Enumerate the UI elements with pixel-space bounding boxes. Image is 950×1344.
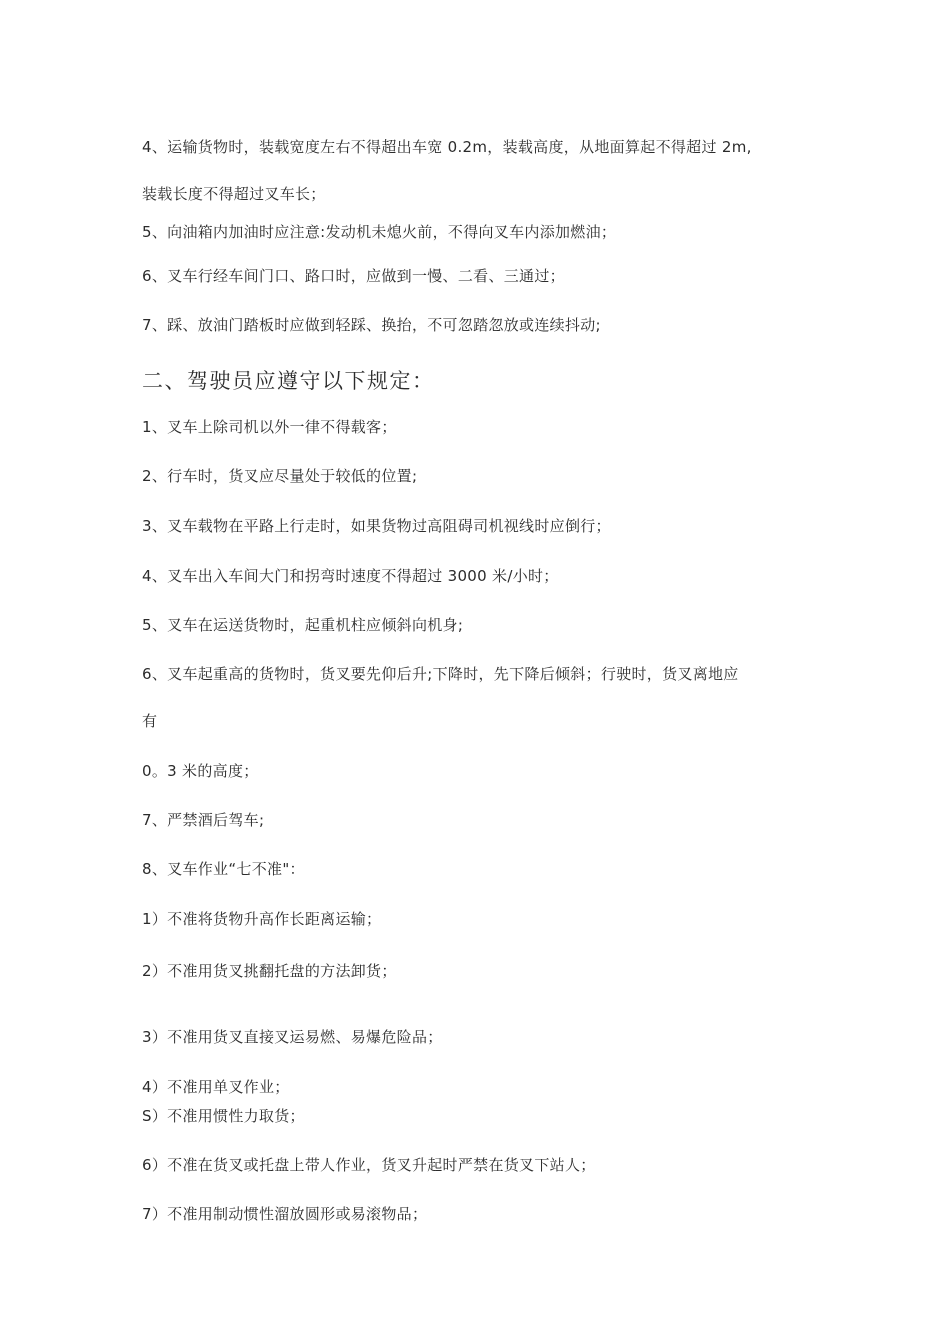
rule-line: 有 xyxy=(142,712,158,730)
rule-line: 0。3 米的高度； xyxy=(142,762,259,780)
list-item: S）不准用惯性力取货； xyxy=(142,1107,305,1125)
rule-line: 5、叉车在运送货物时，起重机柱应倾斜向机身; xyxy=(142,616,464,634)
list-item: 1）不准将货物升高作长距离运输； xyxy=(142,910,382,928)
rule-line: 装载长度不得超过叉车长； xyxy=(142,185,326,203)
rule-line: 8、叉车作业“七不准"： xyxy=(142,860,305,878)
rule-line: 1、叉车上除司机以外一律不得载客； xyxy=(142,418,397,436)
rule-line: 4、叉车出入车间大门和拐弯时速度不得超过 3000 米/小时； xyxy=(142,567,559,585)
rule-line: 2、行车时，货叉应尽量处于较低的位置; xyxy=(142,467,418,485)
rule-line: 3、叉车载物在平路上行走时，如果货物过高阻碍司机视线时应倒行； xyxy=(142,517,611,535)
list-item: 6）不准在货叉或托盘上带人作业，货叉升起时严禁在货叉下站人； xyxy=(142,1156,596,1174)
rule-line: 7、严禁酒后驾车; xyxy=(142,811,265,829)
list-item: 2）不准用货叉挑翻托盘的方法卸货； xyxy=(142,962,397,980)
rule-line: 6、叉车行经车间门口、路口时，应做到一慢、二看、三通过； xyxy=(142,267,565,285)
list-item: 3）不准用货叉直接叉运易燃、易爆危险品； xyxy=(142,1028,443,1046)
rule-line: 6、叉车起重高的货物时，货叉要先仰后升;下降时，先下降后倾斜；行驶时，货叉离地应 xyxy=(142,665,739,683)
rule-line: 4、运输货物时，装载宽度左右不得超出车宽 0.2m，装载高度，从地面算起不得超过 2m, xyxy=(142,138,752,156)
rule-line: 5、向油箱内加油时应注意:发动机未熄火前，不得向叉车内添加燃油； xyxy=(142,223,617,241)
rule-line: 7、踩、放油门踏板时应做到轻踩、换抬，不可忽踏忽放或连续抖动; xyxy=(142,316,601,334)
list-item: 4）不准用单叉作业； xyxy=(142,1078,290,1096)
list-item: 7）不准用制动惯性溜放圆形或易滚物品； xyxy=(142,1205,428,1223)
section-heading: 二、驾驶员应遵守以下规定： xyxy=(142,369,435,393)
